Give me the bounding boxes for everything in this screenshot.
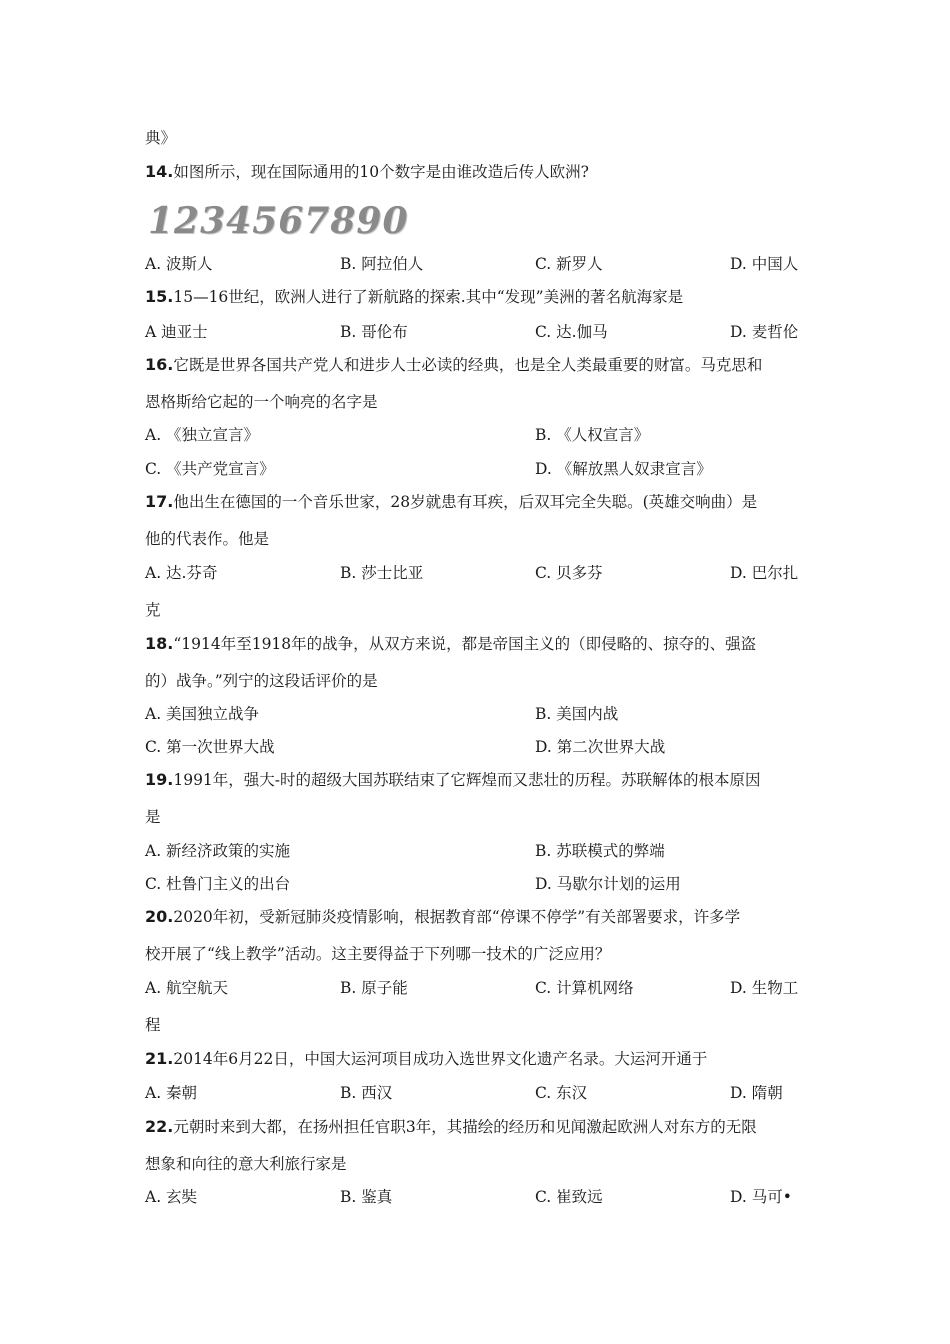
option-c: C. 达.伽马 — [535, 323, 608, 341]
question-text-line2: 校开展了“线上教学”活动。这主要得益于下列哪一技术的广泛应用？ — [145, 945, 611, 963]
option-b: B. 阿拉伯人 — [340, 255, 424, 273]
question-text: 2014年6月22日，中国大运河项目成功入选世界文化遗产名录。大运河开通于 — [173, 1050, 708, 1068]
question-number: 19. — [145, 770, 174, 789]
option-d: D. 麦哲伦 — [730, 323, 799, 341]
question-text-line2: 想象和向往的意大利旅行家是 — [145, 1155, 347, 1173]
question-number: 21. — [145, 1049, 174, 1068]
question-number: 15. — [145, 287, 174, 306]
option-b: B. 《人权宣言》 — [535, 426, 650, 444]
question-21 — [145, 1049, 707, 1069]
option-d: D. 第二次世界大战 — [535, 738, 666, 756]
question-text-line1: 2020年初，受新冠肺炎疫情影响，根据教育部“停课不停学”有关部署要求，许多学 — [173, 908, 741, 926]
question-text: 15—16世纪，欧洲人进行了新航路的探索.其中“发现”美洲的著名航海家是 — [173, 288, 684, 306]
option-b: B. 苏联模式的弊端 — [535, 842, 665, 860]
option-a: A. 达.芬奇 — [145, 564, 218, 582]
option-c: C. 杜鲁门主义的出台 — [145, 875, 291, 893]
option-d-wrap: 克 — [145, 601, 161, 619]
question-14 — [145, 162, 589, 182]
question-16 — [145, 355, 762, 375]
question-number: 17. — [145, 492, 174, 511]
question-text-line1: 元朝时来到大都，在扬州担任官职3年，其描绘的经历和见闻激起欧洲人对东方的无限 — [173, 1118, 757, 1136]
question-text-line1: “1914年至1918年的战争，从双方来说，都是帝国主义的（即侵略的、掠夺的、强盗 — [173, 635, 757, 653]
question-number: 14. — [145, 162, 174, 181]
option-b: B. 原子能 — [340, 979, 408, 997]
option-b: B. 莎士比亚 — [340, 564, 424, 582]
question-22 — [145, 1117, 757, 1137]
question-20 — [145, 907, 740, 927]
question-text-line1: 他出生在德国的一个音乐世家，28岁就患有耳疾，后双耳完全失聪。(英雄交响曲）是 — [173, 493, 758, 511]
option-a: A. 新经济政策的实施 — [145, 842, 291, 860]
option-a: A. 秦朝 — [145, 1084, 198, 1102]
option-d: D. 马歇尔计划的运用 — [535, 875, 681, 893]
option-d-wrap: 程 — [145, 1016, 161, 1034]
question-19 — [145, 770, 761, 790]
option-c: C. 崔致远 — [535, 1188, 603, 1206]
option-a: A 迪亚士 — [145, 323, 208, 341]
option-d: D. 中国人 — [730, 255, 799, 273]
question-17 — [145, 492, 757, 512]
question-text-line2: 他的代表作。他是 — [145, 530, 270, 548]
option-c: C. 第一次世界大战 — [145, 738, 275, 756]
question-18 — [145, 634, 756, 654]
question-number: 20. — [145, 907, 174, 926]
option-c: C. 《共产党宣言》 — [145, 460, 275, 478]
option-b: B. 哥伦布 — [340, 323, 408, 341]
option-d: D. 马可• — [730, 1188, 792, 1206]
question-text-line1: 1991年，强大-时的超级大国苏联结束了它辉煌而又悲壮的历程。苏联解体的根本原因 — [173, 771, 761, 789]
option-d: D. 巴尔扎 — [730, 564, 799, 582]
previous-question-tail: 典》 — [145, 129, 177, 147]
question-text-line2: 恩格斯给它起的一个响亮的名字是 — [145, 393, 378, 411]
question-15 — [145, 287, 683, 307]
question-number: 22. — [145, 1117, 174, 1136]
option-d: D. 生物工 — [730, 979, 799, 997]
option-b: B. 美国内战 — [535, 705, 619, 723]
option-b: B. 鉴真 — [340, 1188, 393, 1206]
question-text: 如图所示，现在国际通用的10个数字是由谁改造后传人欧洲? — [173, 163, 589, 181]
option-c: C. 东汉 — [535, 1084, 588, 1102]
option-a: A. 航空航天 — [145, 979, 229, 997]
arabic-numerals-image: 1234567890 — [148, 200, 409, 242]
option-c: C. 贝多芬 — [535, 564, 603, 582]
question-text-line2: 的）战争。”列宁的这段话评价的是 — [145, 672, 378, 690]
option-a: A. 波斯人 — [145, 255, 213, 273]
option-c: C. 计算机网络 — [535, 979, 634, 997]
question-text-line1: 它既是世界各国共产党人和进步人士必读的经典，也是全人类最重要的财富。马克思和 — [173, 356, 763, 374]
option-d: D. 隋朝 — [730, 1084, 783, 1102]
question-text-line2: 是 — [145, 808, 161, 826]
option-a: A. 美国独立战争 — [145, 705, 260, 723]
option-a: A. 玄奘 — [145, 1188, 198, 1206]
option-c: C. 新罗人 — [535, 255, 603, 273]
option-b: B. 西汉 — [340, 1084, 393, 1102]
question-number: 16. — [145, 355, 174, 374]
option-a: A. 《独立宣言》 — [145, 426, 260, 444]
question-number: 18. — [145, 634, 174, 653]
option-d: D. 《解放黑人奴隶宣言》 — [535, 460, 712, 478]
